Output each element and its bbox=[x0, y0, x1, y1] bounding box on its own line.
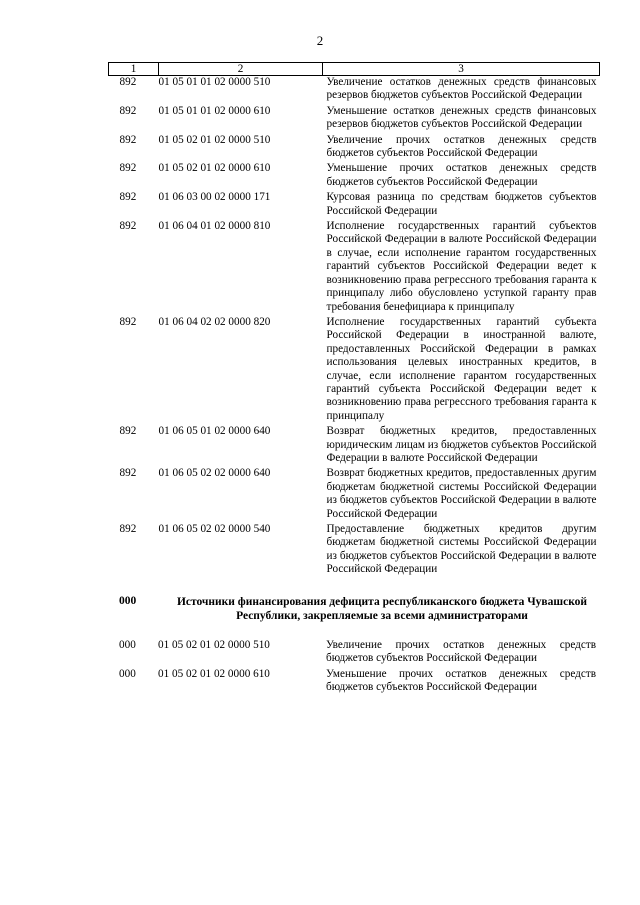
table-row bbox=[109, 162, 600, 191]
description-cell: Возврат бюджетных кредитов, предоставленных юридическим лицам из бюджетов субъектов Российской Федерации в валюте Российской Федерации bbox=[326, 425, 597, 464]
page-number: 2 bbox=[316, 33, 324, 48]
column-header-3: 3 bbox=[323, 63, 600, 76]
description-cell: Предоставление бюджетных кредитов другим бюджетам бюджетной системы Российской Федерации из бюджетов субъектов Российской Федерации в валюте Российской Федерации bbox=[326, 523, 597, 576]
admin-code-cell: 892 bbox=[119, 523, 137, 535]
admin-code-cell: 892 bbox=[119, 467, 137, 480]
classification-code-cell: 01 06 05 01 02 0000 640 bbox=[158, 425, 271, 438]
admin-code-cell: 000 bbox=[119, 639, 136, 651]
description-cell: Увеличение прочих остатков денежных средств бюджетов субъектов Российской Федерации bbox=[326, 133, 597, 160]
classification-code-cell: 01 05 02 01 02 0000 510 bbox=[158, 133, 271, 146]
classification-code-cell: 01 05 01 01 02 0000 510 bbox=[158, 76, 271, 88]
classification-code-cell: 01 06 04 02 02 0000 820 bbox=[158, 315, 271, 328]
admin-code-cell: 892 bbox=[119, 220, 137, 233]
classification-code-cell: 01 06 04 01 02 0000 810 bbox=[158, 220, 271, 233]
description-cell: Увеличение прочих остатков денежных средств бюджетов субъектов Российской Федерации bbox=[326, 639, 596, 665]
description-cell: Уменьшение прочих остатков денежных средств бюджетов субъектов Российской Федерации bbox=[326, 667, 596, 694]
table-row bbox=[109, 523, 600, 579]
admin-code-cell: 892 bbox=[119, 162, 137, 175]
classification-code-cell: 01 06 05 02 02 0000 540 bbox=[158, 523, 271, 535]
table-row bbox=[109, 76, 600, 105]
classification-code-cell: 01 05 02 01 02 0000 610 bbox=[158, 667, 270, 680]
classification-code-cell: 01 06 05 02 02 0000 640 bbox=[158, 467, 271, 480]
admin-code-cell: 892 bbox=[119, 104, 137, 117]
admin-code-cell: 892 bbox=[119, 425, 137, 438]
classification-code-cell: 01 05 02 01 02 0000 610 bbox=[158, 162, 271, 175]
description-cell: Уменьшение прочих остатков денежных средств бюджетов субъектов Российской Федерации bbox=[326, 162, 597, 188]
table-row bbox=[109, 425, 600, 467]
column-header-1: 1 bbox=[109, 63, 159, 76]
table-row bbox=[109, 134, 600, 163]
section-title: Источники финансирования дефицита республиканского бюджета Чувашской Республики, закрепляемые за всеми администраторами bbox=[176, 596, 588, 622]
admin-code-cell: 892 bbox=[119, 133, 137, 146]
admin-code-cell: 000 bbox=[119, 667, 136, 680]
admin-code-cell: 892 bbox=[119, 191, 137, 204]
table-row bbox=[109, 467, 600, 523]
table-row bbox=[108, 668, 599, 697]
description-cell: Исполнение государственных гарантий субъектов Российской Федерации в валюте Российской Федерации в случае, если исполнение гарантом государственных гарантий субъектов Российской Федерации ведет к возникновению права регрессного требования гаранта к принципалу либо обусловлено уступкой гаранту прав требования бенефициара к принципалу bbox=[326, 220, 597, 313]
description-cell: Уменьшение остатков денежных средств финансовых резервов бюджетов субъектов Российской Федерации bbox=[326, 104, 597, 131]
table-row bbox=[109, 220, 600, 316]
description-cell: Исполнение государственных гарантий субъекта Российской Федерации в иностранной валюте, предоставленных Российской Федерации в рамках использования целевых иностранных кредитов, в случае, если исполнение гарантом государственных гарантий субъекта Российской Федерации ведет к возникновению права регрессного требования гаранта к принципалу bbox=[326, 315, 597, 422]
table-row bbox=[108, 639, 599, 668]
description-cell: Увеличение остатков денежных средств финансовых резервов бюджетов субъектов Российской Федерации bbox=[326, 76, 597, 102]
table-row bbox=[109, 191, 600, 220]
admin-code-cell: 892 bbox=[119, 76, 137, 88]
table-row bbox=[109, 316, 600, 425]
section-table bbox=[108, 639, 599, 697]
sources-table bbox=[108, 62, 600, 579]
table-row bbox=[109, 105, 600, 134]
classification-code-cell: 01 05 01 01 02 0000 610 bbox=[158, 104, 271, 117]
admin-code-cell: 892 bbox=[119, 315, 137, 328]
column-header-2: 2 bbox=[159, 63, 323, 76]
classification-code-cell: 01 06 03 00 02 0000 171 bbox=[158, 191, 271, 204]
description-cell: Возврат бюджетных кредитов, предоставленных другим бюджетам бюджетной системы Российской Федерации из бюджетов субъектов Российской Федерации в валюте Российской Федерации bbox=[326, 467, 597, 520]
table-header-row bbox=[109, 63, 600, 76]
section-admin-code: 000 bbox=[119, 595, 137, 607]
classification-code-cell: 01 05 02 01 02 0000 510 bbox=[158, 639, 270, 651]
description-cell: Курсовая разница по средствам бюджетов субъектов Российской Федерации bbox=[326, 191, 597, 217]
